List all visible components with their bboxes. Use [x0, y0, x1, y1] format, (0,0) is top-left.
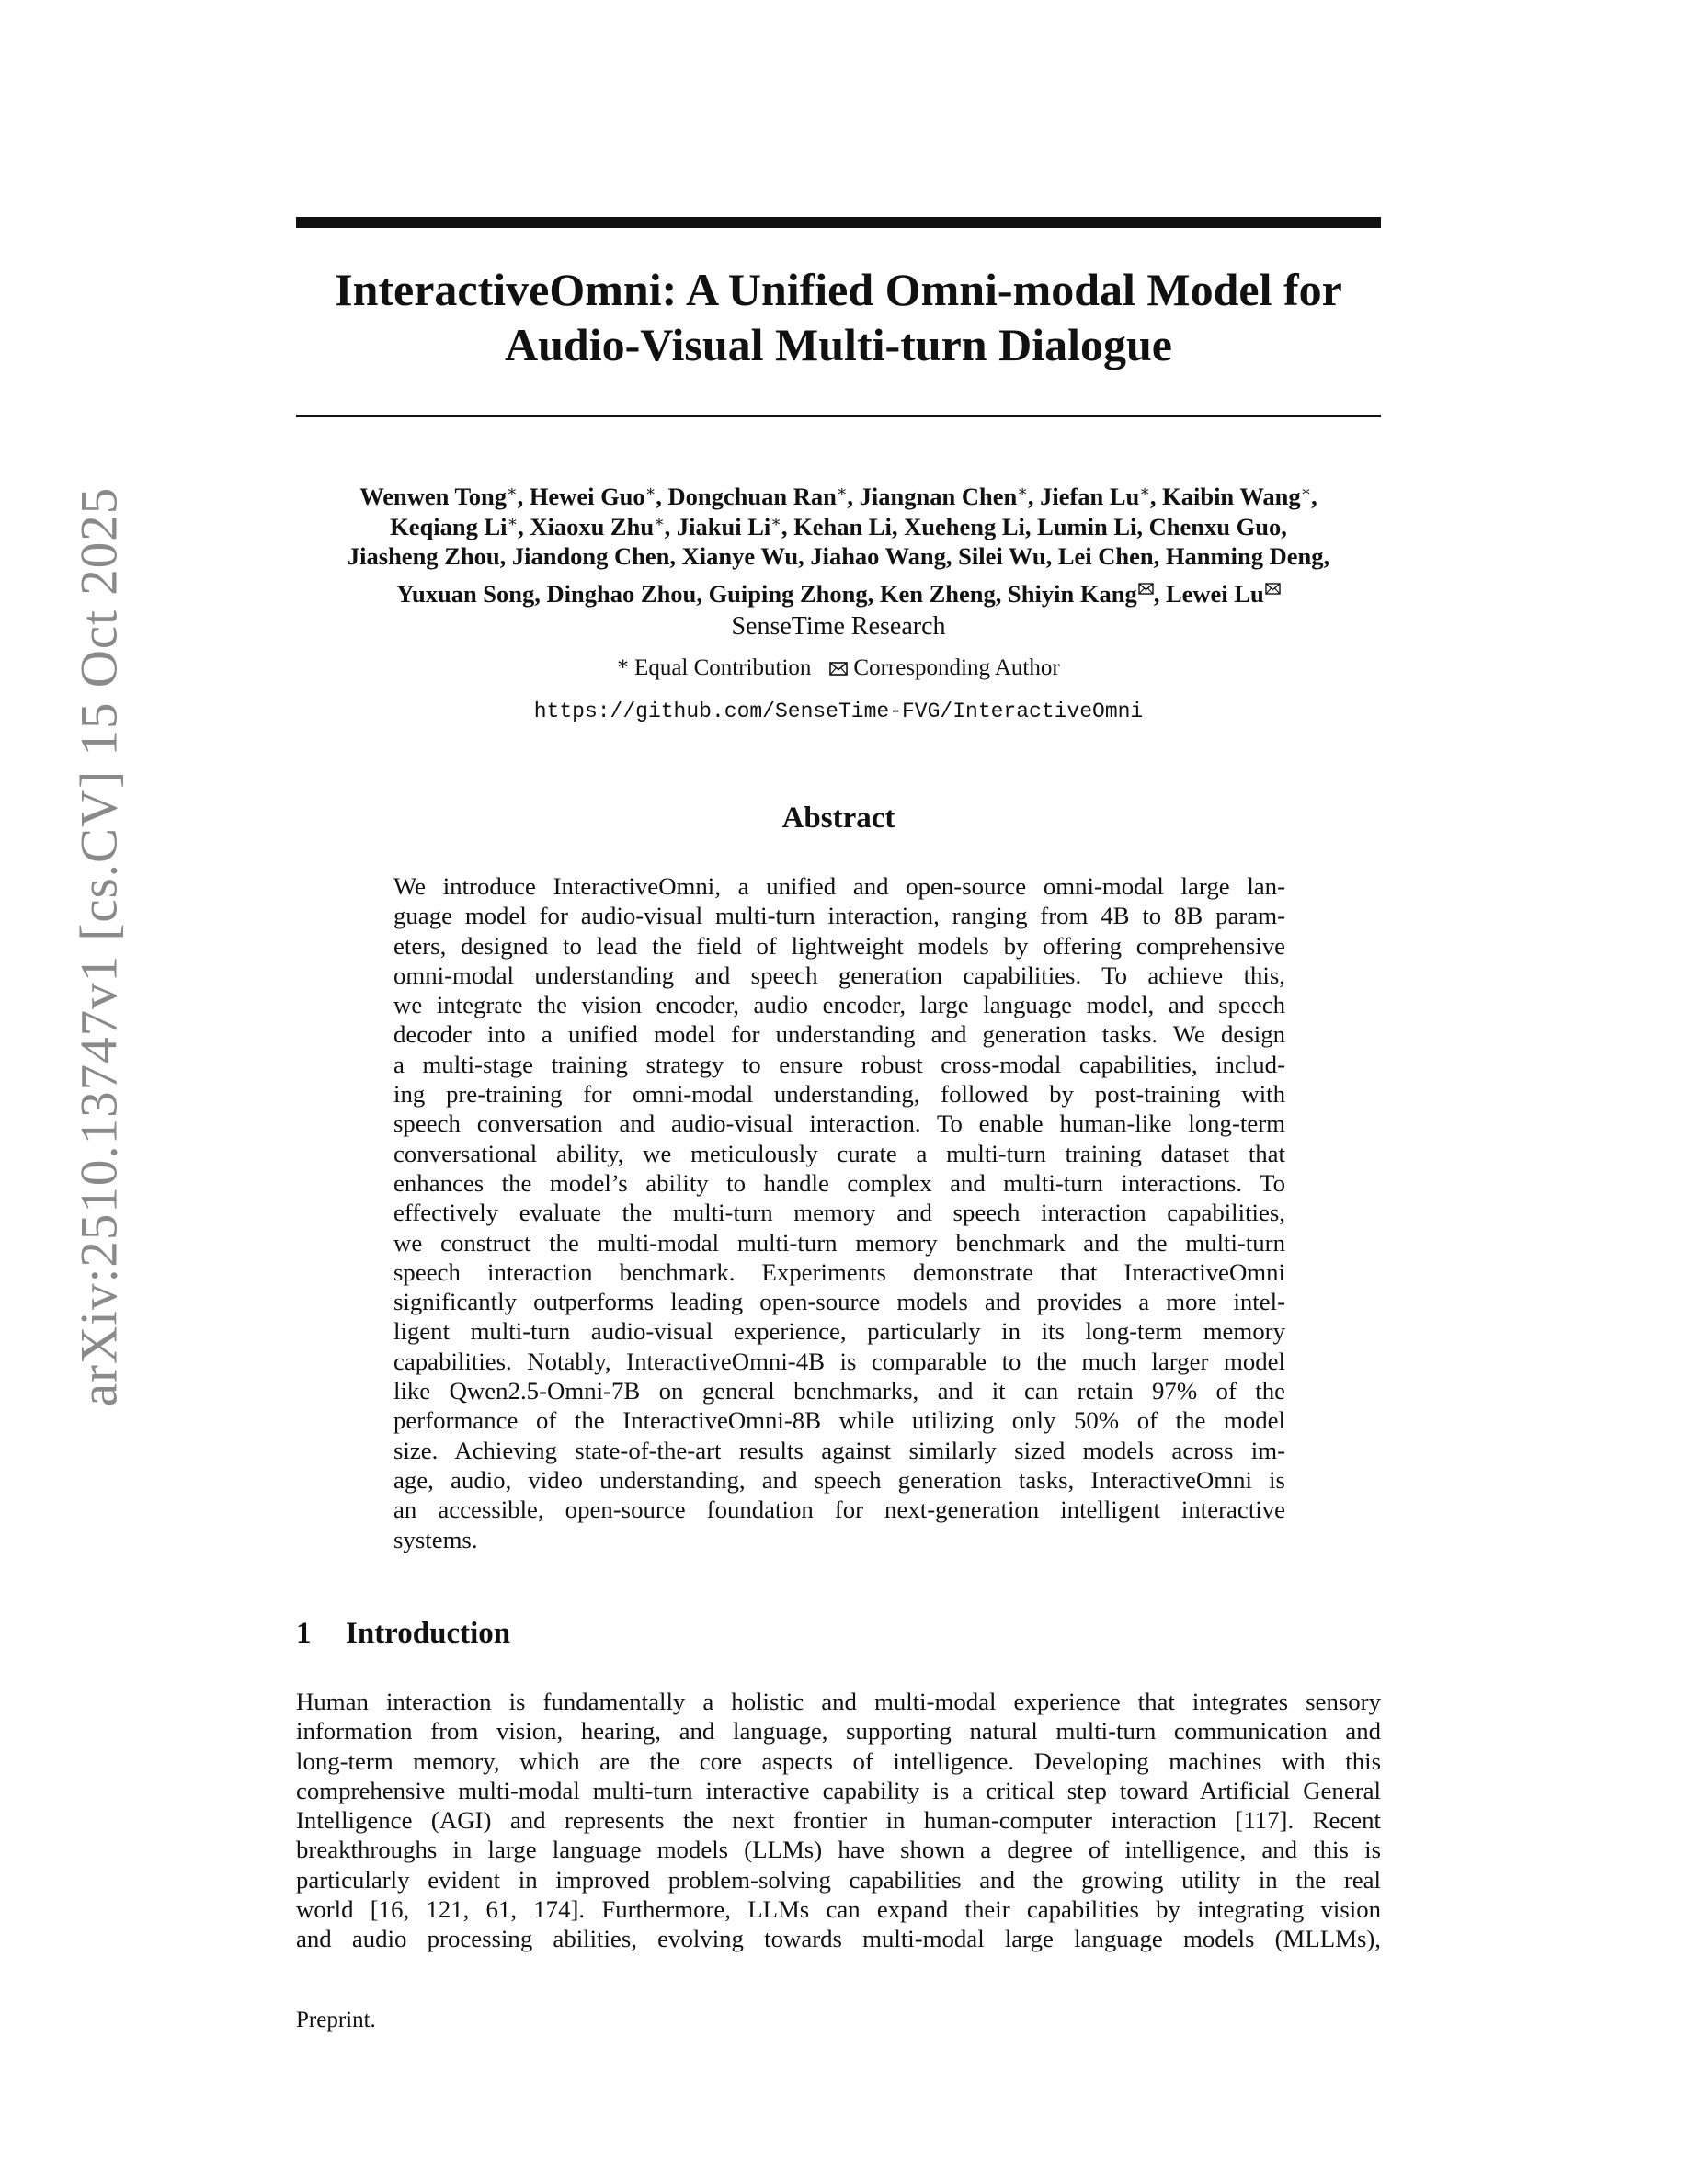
- author-separator: ,: [696, 579, 709, 608]
- introduction-line: Intelligence (AGI) and represents the next frontier in human-computer interaction [117]. Recent: [296, 1806, 1381, 1835]
- author-separator: ,: [1153, 579, 1166, 608]
- paper-title: [296, 262, 1381, 372]
- arxiv-side-stamp: arXiv:2510.13747v1 [cs.CV] 15 Oct 2025: [70, 486, 129, 1407]
- author-separator: ,: [1149, 483, 1163, 510]
- author-separator: ,: [1323, 542, 1330, 570]
- section-title: Introduction: [346, 1617, 511, 1650]
- title-line: InteractiveOmni: A Unified Omni-modal Model for: [335, 264, 1342, 315]
- abstract-body: [393, 871, 1285, 1554]
- author-name: Silei Wu: [958, 542, 1046, 570]
- author-name: Jiasheng Zhou: [347, 542, 500, 570]
- abstract-line: we construct the multi-modal multi-turn memory benchmark and the multi-turn: [393, 1228, 1285, 1257]
- author-line: [296, 572, 1381, 609]
- introduction-line: breakthroughs in large language models (LLMs) have shown a degree of intelligence, and this is: [296, 1836, 1381, 1864]
- abstract-line: decoder into a unified model for understanding and generation tasks. We design: [393, 1020, 1285, 1049]
- section-number: 1: [296, 1617, 312, 1650]
- author-list: [296, 482, 1381, 609]
- author-separator: ,: [867, 579, 880, 608]
- introduction-line: long-term memory, which are the core aspects of intelligence. Developing machines with this: [296, 1746, 1381, 1775]
- author-separator: ,: [664, 512, 677, 540]
- author-line: [296, 541, 1381, 572]
- author-name: Jiahao Wang: [810, 542, 946, 570]
- abstract-line: enhances the model’s ability to handle complex and multi-turn interactions. To: [393, 1168, 1285, 1197]
- equal-contribution-note: * Equal Contribution: [617, 655, 812, 680]
- introduction-line: world [16, 121, 61, 174]. Furthermore, LLMs can expand their capabilities by integrating vision: [296, 1895, 1381, 1924]
- abstract-line: age, audio, video understanding, and speech generation tasks, InteractiveOmni is: [393, 1465, 1285, 1494]
- author-separator: ,: [499, 542, 512, 570]
- author-separator: ,: [781, 512, 794, 540]
- repository-link[interactable]: https://github.com/SenseTime-FVG/InteractiveOmni: [533, 700, 1144, 723]
- introduction-line: and audio processing abilities, evolving towards multi-modal large language models (MLLMs),: [296, 1925, 1381, 1953]
- abstract-line: We introduce InteractiveOmni, a unified and open-source omni-modal large lan-: [393, 872, 1285, 900]
- author-name: Jiakui Li: [676, 512, 771, 540]
- author-name: Lumin Li: [1037, 512, 1137, 540]
- abstract-line: speech conversation and audio-visual interaction. To enable human-like long-term: [393, 1109, 1285, 1138]
- author-notes: [296, 655, 1381, 682]
- equal-contribution-mark: ∗: [836, 483, 848, 500]
- author-name: Jiandong Chen: [511, 542, 670, 570]
- author-name: Ken Zheng: [879, 579, 996, 608]
- author-name: Jiangnan Chen: [859, 483, 1018, 510]
- introduction-line: Human interaction is fundamentally a holistic and multi-modal experience that integrates sensory: [296, 1688, 1381, 1715]
- equal-contribution-mark: ∗: [507, 483, 518, 500]
- author-line: [296, 482, 1381, 512]
- author-separator: ,: [1027, 483, 1041, 510]
- abstract-line: effectively evaluate the multi-turn memory and speech interaction capabilities,: [393, 1199, 1285, 1227]
- abstract-line: omni-modal understanding and speech generation capabilities. To achieve this,: [393, 961, 1285, 989]
- author-name: Xueheng Li: [904, 512, 1025, 540]
- author-separator: ,: [945, 542, 959, 570]
- author-name: Shiyin Kang: [1008, 579, 1137, 608]
- abstract-line: speech interaction benchmark. Experiments demonstrate that InteractiveOmni: [393, 1257, 1285, 1286]
- author-separator: ,: [891, 512, 905, 540]
- abstract-heading: Abstract: [781, 802, 895, 835]
- abstract-line: significantly outperforms leading open-source models and provides a more intel-: [393, 1288, 1285, 1316]
- author-name: Keqiang Li: [390, 512, 508, 540]
- author-name: Chenxu Guo: [1148, 512, 1282, 540]
- envelope-icon: [1138, 572, 1154, 602]
- abstract-line: guage model for audio-visual multi-turn interaction, ranging from 4B to 8B param-: [393, 902, 1285, 930]
- author-separator: ,: [1311, 483, 1317, 510]
- author-separator: ,: [534, 579, 547, 608]
- envelope-icon: [829, 656, 848, 682]
- author-name: Yuxuan Song: [396, 579, 535, 608]
- title-line: Audio-Visual Multi-turn Dialogue: [504, 319, 1172, 370]
- equal-contribution-mark: ∗: [654, 512, 665, 530]
- equal-contribution-mark: ∗: [1300, 483, 1312, 500]
- footer-note: Preprint.: [296, 2008, 376, 2032]
- author-separator: ,: [1024, 512, 1038, 540]
- author-separator: ,: [656, 483, 668, 510]
- abstract-line: a multi-stage training strategy to ensure robust cross-modal capabilities, includ-: [393, 1050, 1285, 1078]
- title-rule-top: [296, 217, 1381, 228]
- author-name: Kehan Li: [793, 512, 892, 540]
- author-name: Wenwen Tong: [359, 483, 507, 510]
- equal-contribution-mark: ∗: [1139, 483, 1150, 500]
- introduction-line: information from vision, hearing, and language, supporting natural multi-turn communication and: [296, 1717, 1381, 1746]
- author-name: Hewei Guo: [529, 483, 645, 510]
- abstract-line: ligent multi-turn audio-visual experience, particularly in its long-term memory: [393, 1317, 1285, 1346]
- author-name: Jiefan Lu: [1040, 483, 1140, 510]
- abstract-line: capabilities. Notably, InteractiveOmni-4B is comparable to the much larger model: [393, 1347, 1285, 1375]
- author-separator: ,: [847, 483, 860, 510]
- author-separator: ,: [798, 542, 811, 570]
- author-separator: ,: [1136, 512, 1149, 540]
- author-name: Kaibin Wang: [1162, 483, 1301, 510]
- abstract-line: an accessible, open-source foundation for next-generation intelligent interactive: [393, 1496, 1285, 1524]
- abstract-line: ing pre-training for omni-modal understanding, followed by post-training with: [393, 1080, 1285, 1109]
- author-line: [296, 512, 1381, 542]
- author-name: Guiping Zhong: [708, 579, 868, 608]
- author-separator: ,: [1281, 512, 1287, 540]
- equal-contribution-mark: ∗: [644, 483, 656, 500]
- section-heading-introduction: [296, 1617, 510, 1651]
- author-name: Dinghao Zhou: [546, 579, 697, 608]
- abstract-line: performance of the InteractiveOmni-8B while utilizing only 50% of the model: [393, 1406, 1285, 1435]
- author-separator: ,: [517, 483, 530, 510]
- author-separator: ,: [1153, 542, 1166, 570]
- author-name: Xiaoxu Zhu: [530, 512, 655, 540]
- author-name: Xianye Wu: [681, 542, 799, 570]
- introduction-body: [296, 1687, 1381, 1954]
- author-name: Hanming Deng: [1165, 542, 1324, 570]
- abstract-line: we integrate the vision encoder, audio encoder, large language model, and speech: [393, 991, 1285, 1019]
- abstract-line: conversational ability, we meticulously curate a multi-turn training dataset that: [393, 1139, 1285, 1167]
- abstract-line: eters, designed to lead the field of lightweight models by offering comprehensive: [393, 931, 1285, 960]
- abstract-line: like Qwen2.5-Omni-7B on general benchmarks, and it can retain 97% of the: [393, 1377, 1285, 1405]
- abstract-line: systems.: [393, 1525, 478, 1553]
- abstract-line: size. Achieving state-of-the-art results against similarly sized models across im-: [393, 1436, 1285, 1464]
- author-name: Dongchuan Ran: [667, 483, 837, 510]
- introduction-line: comprehensive multi-modal multi-turn interactive capability is a critical step toward Artificial General: [296, 1776, 1381, 1804]
- author-separator: ,: [995, 579, 1009, 608]
- author-separator: ,: [1045, 542, 1058, 570]
- author-separator: ,: [669, 542, 682, 570]
- equal-contribution-mark: ∗: [507, 512, 519, 530]
- author-name: Lewei Lu: [1165, 579, 1264, 608]
- title-rule-bottom: [296, 415, 1381, 417]
- corresponding-author-note: Corresponding Author: [853, 655, 1060, 680]
- affiliation: SenseTime Research: [731, 612, 946, 641]
- equal-contribution-mark: ∗: [1017, 483, 1028, 500]
- introduction-line: particularly evident in improved problem-solving capabilities and the growing utility in the real: [296, 1865, 1381, 1894]
- author-name: Lei Chen: [1057, 542, 1154, 570]
- equal-contribution-mark: ∗: [770, 512, 781, 530]
- envelope-icon: [1265, 572, 1281, 602]
- author-separator: ,: [518, 512, 530, 540]
